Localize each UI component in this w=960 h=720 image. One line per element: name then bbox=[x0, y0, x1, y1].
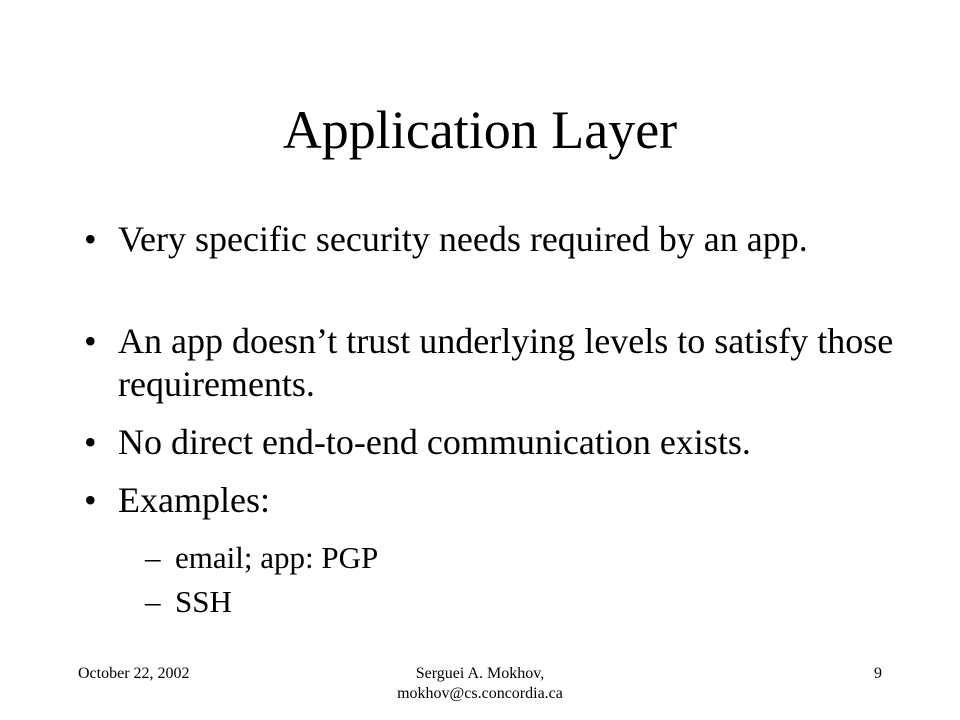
bullet-text: Very specific security needs required by an app. bbox=[118, 219, 808, 259]
bullet-text: No direct end-to-end communication exists. bbox=[118, 422, 751, 462]
bullet-text: An app doesn’t trust underlying levels to satisfy those requirements. bbox=[118, 321, 894, 404]
bullet-text: Examples: bbox=[118, 480, 270, 520]
sub-bullet-marker: – bbox=[145, 540, 161, 575]
footer-author-email: mokhov@cs.concordia.ca bbox=[397, 685, 563, 702]
sub-bullet-marker: – bbox=[145, 584, 161, 619]
sub-bullet-text: email; app: PGP bbox=[175, 540, 379, 575]
bullet-marker: • bbox=[84, 219, 97, 259]
footer-page-number: 9 bbox=[874, 665, 882, 682]
footer-author-name: Serguei A. Mokhov, bbox=[415, 665, 545, 682]
footer-author bbox=[330, 664, 630, 704]
slide-title: Application Layer bbox=[282, 100, 678, 160]
bullet-marker: • bbox=[84, 480, 97, 520]
sub-bullet-text: SSH bbox=[175, 584, 232, 619]
footer-date: October 22, 2002 bbox=[78, 665, 190, 682]
bullet-marker: • bbox=[84, 321, 97, 361]
bullet-marker: • bbox=[84, 422, 97, 462]
